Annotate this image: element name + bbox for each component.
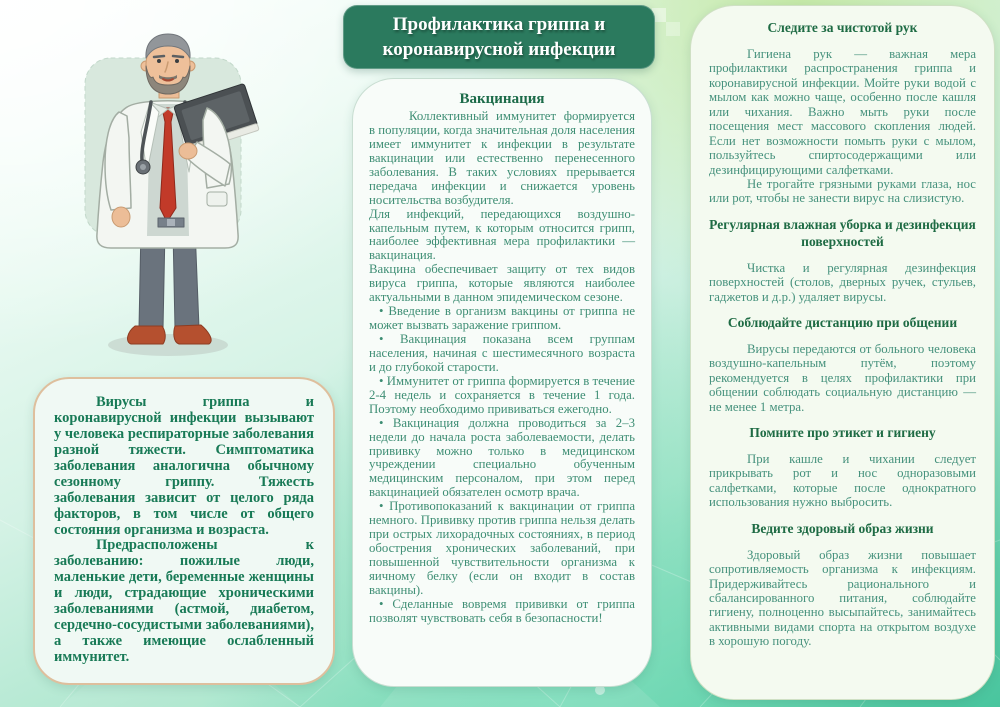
vaccination-bullet: • Введение в организм вакцины от гриппа не может вызвать заражение гриппом. — [369, 304, 635, 333]
title-banner — [343, 5, 655, 69]
section-paragraph: Не трогайте грязными руками глаза, нос или рот, чтобы не занести вирус на слизистую. — [709, 176, 976, 206]
vaccination-panel — [352, 78, 652, 687]
intro-box — [33, 377, 335, 685]
vaccination-heading: Вакцинация — [459, 91, 545, 107]
vaccination-paragraph: Вакцина обеспечивает защиту от тех видов вируса гриппа, которые являются наиболее актуальными в данном эпидемическом сезоне. — [369, 262, 635, 305]
intro-paragraph: Вирусы гриппа и коронавирусной инфекции вызывают у человека респираторные заболевания разной тяжести. Симптоматика заболевания аналогична обычному сезонному гриппу. Тяжесть заболевания зависит от целого ряда факторов, в том числе от общего состояния организма и возраста. — [54, 394, 314, 538]
vaccination-bullet: • Иммунитет от гриппа формируется в течение 2-4 недель и сохраняется в течение 1 года. Поэтому необходимо прививаться ежегодно. — [369, 373, 635, 416]
section-paragraph: Здоровый образ жизни повышает сопротивляемость организма к инфекциям. Придерживайтесь рационального и сбалансированного питания, соблюдайте гигиену, полноценно высыпайтесь, занимайтесь активными видами спорта на открытом воздухе в хорошую погоду. — [709, 547, 976, 649]
section-paragraph: Гигиена рук — важная мера профилактики распространения гриппа и коронавирусной инфекции. Мойте руки водой с мылом как можно чаще, особенно после кашля или чихания. Важно мыть руки после посещения мест массового скопления людей. Если нет возможности помыть руки с мылом, пользуйтесь спиртосодержащими или дезинфицирующими салфетками. — [709, 46, 976, 177]
section-heading-etiquette: Помните про этикет и гигиену — [749, 425, 936, 441]
doctor-illustration — [55, 12, 285, 362]
section-heading-distance: Соблюдайте дистанцию при общении — [727, 314, 958, 330]
doctor-illustration-wrap — [55, 12, 285, 362]
title-text: Профилактика гриппа и коронавирусной инфекции — [382, 14, 616, 61]
intro-paragraph: Предрасположены к заболеванию: пожилые люди, маленькие дети, беременные женщины и люди, страдающие хроническими заболеваниями (астмой, диабетом, сердечно-сосудистыми заболеваниями), а также имеющие ослабленный иммунитет. — [54, 537, 314, 665]
section-paragraph: Чистка и регулярная дезинфекция поверхностей (столов, дверных ручек, стульев, гаджетов и д.р.) удаляет вирусы. — [709, 260, 976, 304]
section-heading-hands: Следите за чистотой рук — [767, 20, 918, 35]
section-paragraph: Вирусы передаются от больного человека воздушно-капельным путём, поэтому рекомендуется в целях профилактики при общении соблюдать социальную дистанцию — не менее 1 метра. — [709, 341, 976, 414]
vaccination-bullet: • Вакцинация должна проводиться за 2–3 недели до начала роста заболеваемости, делать прививку можно только в медицинском учреждении специально обученным медицинским персоналом, при этом перед вакцинацией обязателен осмотр врача. — [369, 415, 635, 500]
section-heading-cleaning: Регулярная влажная уборка и дезинфекция поверхностей — [709, 216, 976, 249]
vaccination-bullet: • Сделанные вовремя прививки от гриппа позволят чувствовать себя в безопасности! — [369, 596, 635, 625]
vaccination-bullet: • Вакцинация показана всем группам населения, начиная с шестимесячного возраста и до глубокой старости. — [369, 332, 635, 374]
vaccination-bullet: • Противопоказаний к вакцинации от гриппа немного. Прививку против гриппа нельзя делать при острых лихорадочных состояниях, в период обострения хронических заболеваний, при повышенной чувствительности организма к яичному белку (если он входит в состав вакцины). — [369, 499, 635, 597]
hygiene-panel — [690, 5, 995, 700]
vaccination-paragraph: Коллективный иммунитет формируется в популяции, когда значительная доля населения имеет иммунитет к инфекции в результате вакцинации или естественно перенесенного заболевания. В таких условиях прерывается передача инфекции и снижается уровень носительства возбудителя. — [369, 109, 635, 207]
section-paragraph: При кашле и чихании следует прикрывать рот и нос одноразовыми салфетками, которые после однократного использования нужно выбросить. — [709, 451, 976, 510]
vaccination-paragraph: Для инфекций, передающихся воздушно-капельным путем, к которым относится грипп, наиболее эффективная мера профилактики — вакцинация. — [369, 206, 635, 263]
section-heading-lifestyle: Ведите здоровый образ жизни — [751, 520, 934, 536]
